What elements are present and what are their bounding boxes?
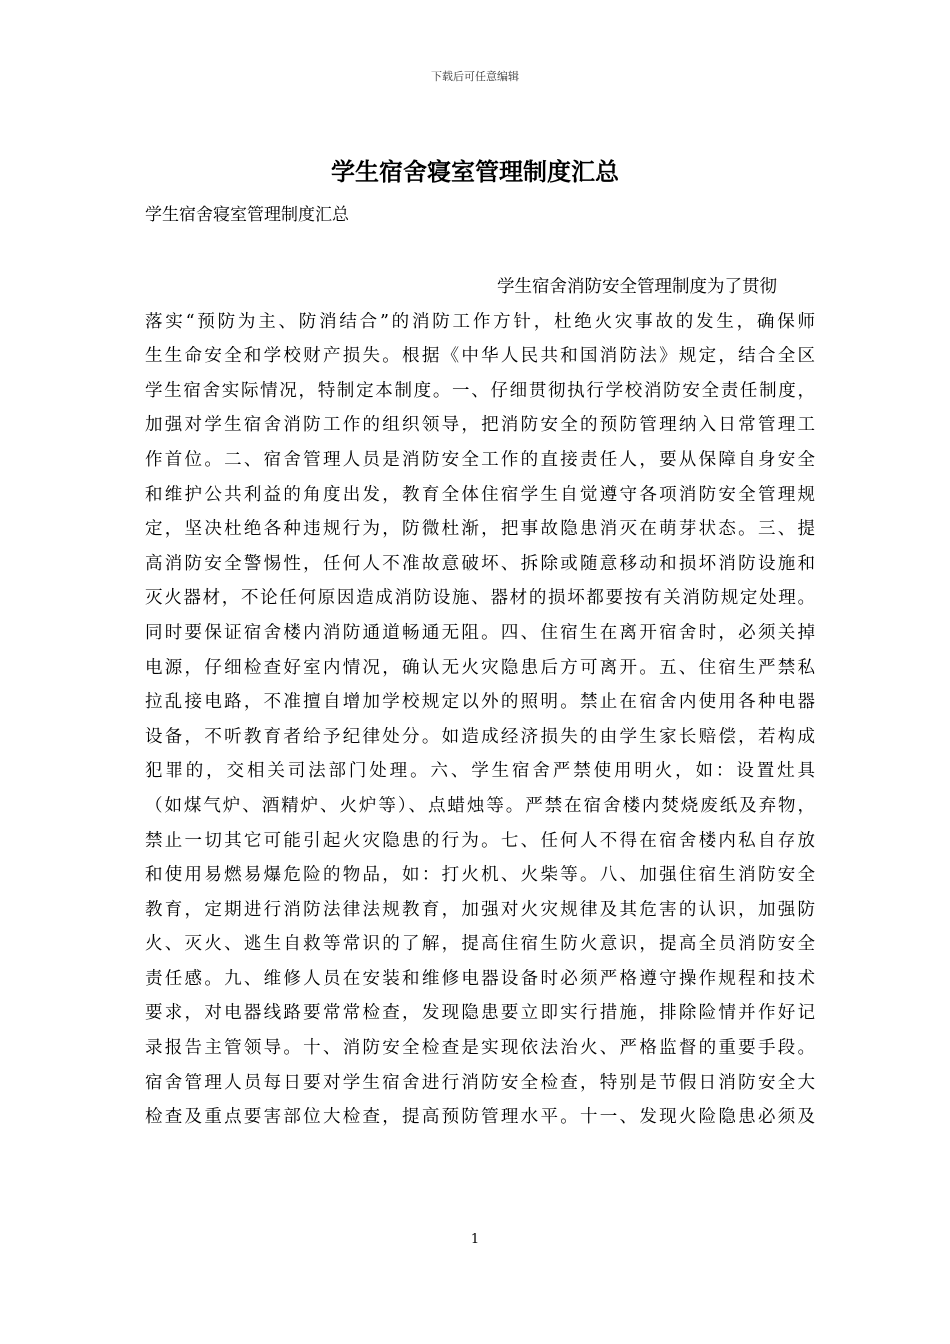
body-line: 宿舍管理人员每日要对学生宿舍进行消防安全检查，特别是节假日消防安全大 <box>145 1072 815 1093</box>
body-line: 拉乱接电路，不准擅自增加学校规定以外的照明。禁止在宿舍内使用各种电器 <box>145 692 815 713</box>
body-line: 作首位。二、宿舍管理人员是消防安全工作的直接责任人，要从保障自身安全 <box>145 449 815 470</box>
page-number: 1 <box>470 1232 480 1247</box>
body-line: 和维护公共利益的角度出发，教育全体住宿学生自觉遵守各项消防安全管理规 <box>145 484 815 505</box>
body-line: 和使用易燃易爆危险的物品，如：打火机、火柴等。八、加强住宿生消防安全 <box>145 865 815 886</box>
document-title: 学生宿舍寝室管理制度汇总 <box>331 158 619 186</box>
body-text <box>145 270 815 1135</box>
body-line: 禁止一切其它可能引起火灾隐患的行为。七、任何人不得在宿舍楼内私自存放 <box>145 830 815 851</box>
body-line: 责任感。九、维修人员在安装和维修电器设备时必须严格遵守操作规程和技术 <box>145 968 815 989</box>
body-line: 定，坚决杜绝各种违规行为，防微杜渐，把事故隐患消灭在萌芽状态。三、提 <box>145 519 815 540</box>
body-line: 高消防安全警惕性，任何人不准故意破坏、拆除或随意移动和损坏消防设施和 <box>145 553 815 574</box>
body-line: 学生宿舍消防安全管理制度为了贯彻 <box>497 277 777 297</box>
body-line: 教育，定期进行消防法律法规教育，加强对火灾规律及其危害的认识，加强防 <box>145 899 815 920</box>
body-line: 要求，对电器线路要常常检查，发现隐患要立即实行措施，排除险情并作好记 <box>145 1003 815 1024</box>
body-line: 学生宿舍实际情况，特制定本制度。一、仔细贯彻执行学校消防安全责任制度， <box>145 380 815 401</box>
body-line: 检查及重点要害部位大检查，提高预防管理水平。十一、发现火险隐患必须及 <box>145 1107 815 1128</box>
body-line: 火、灭火、逃生自救等常识的了解，提高住宿生防火意识，提高全员消防安全 <box>145 934 815 955</box>
body-line: （如煤气炉、酒精炉、火炉等）、点蜡烛等。严禁在宿舍楼内焚烧废纸及弃物， <box>145 795 815 816</box>
body-line: 设备，不听教育者给予纪律处分。如造成经济损失的由学生家长赔偿，若构成 <box>145 726 815 747</box>
body-line: 落实“预防为主、防消结合”的消防工作方针，杜绝火灾事故的发生，确保师 <box>145 311 815 332</box>
body-line: 生生命安全和学校财产损失。根据《中华人民共和国消防法》规定，结合全区 <box>145 346 815 367</box>
body-line: 加强对学生宿舍消防工作的组织领导，把消防安全的预防管理纳入日常管理工 <box>145 415 815 436</box>
document-subtitle: 学生宿舍寝室管理制度汇总 <box>145 205 349 225</box>
body-line: 犯罪的，交相关司法部门处理。六、学生宿舍严禁使用明火，如：设置灶具 <box>145 761 815 782</box>
body-line: 录报告主管领导。十、消防安全检查是实现依法治火、严格监督的重要手段。 <box>145 1038 815 1059</box>
body-line: 电源，仔细检查好室内情况，确认无火灾隐患后方可离开。五、住宿生严禁私 <box>145 657 815 678</box>
body-line: 同时要保证宿舍楼内消防通道畅通无阻。四、住宿生在离开宿舍时，必须关掉 <box>145 622 815 643</box>
header-note: 下载后可任意编辑 <box>431 70 519 83</box>
body-line: 灭火器材，不论任何原因造成消防设施、器材的损坏都要按有关消防规定处理。 <box>145 588 815 609</box>
